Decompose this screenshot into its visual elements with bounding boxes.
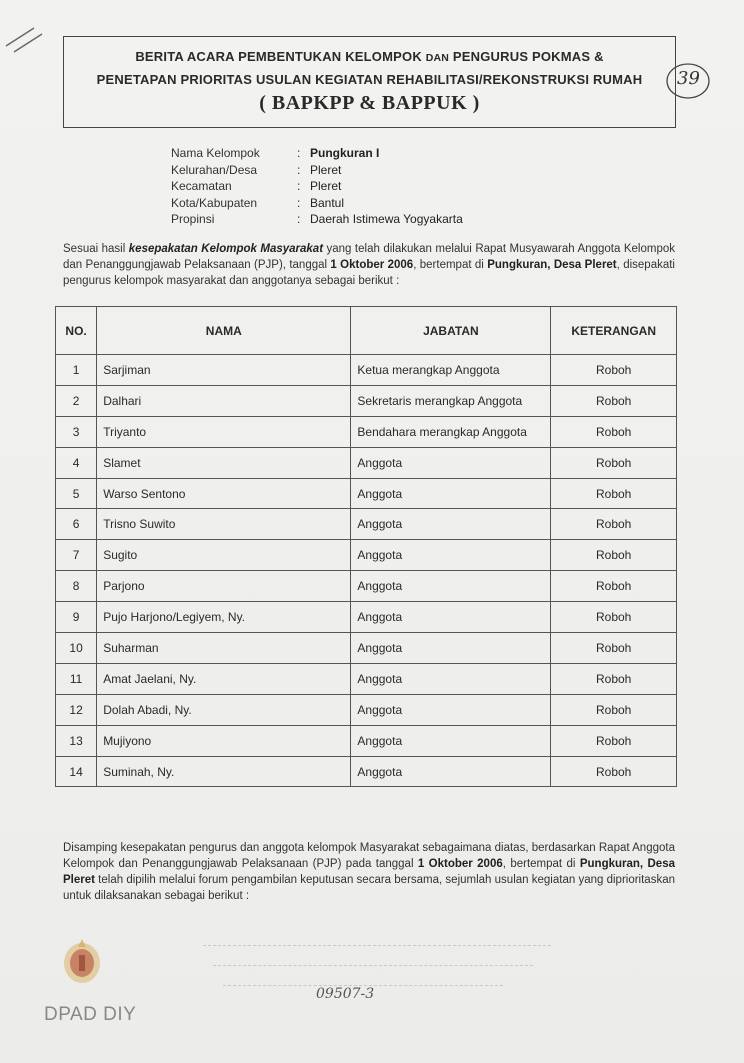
info-colon: : [297, 195, 301, 210]
document-title: ( BAPKPP & BAPPUK ) [259, 92, 480, 114]
cell-jabatan: Anggota [351, 756, 551, 787]
cell-keterangan: Roboh [551, 478, 677, 509]
cell-no: 4 [56, 447, 97, 478]
cell-keterangan: Roboh [551, 725, 677, 756]
cell-keterangan: Roboh [551, 447, 677, 478]
cell-keterangan: Roboh [551, 540, 677, 571]
cell-no: 1 [56, 355, 97, 386]
table-row [56, 416, 677, 447]
cell-no: 13 [56, 725, 97, 756]
cell-jabatan: Anggota [351, 447, 551, 478]
col-header-keterangan: KETERANGAN [551, 307, 677, 355]
cell-keterangan: Roboh [551, 694, 677, 725]
info-label: Kecamatan [171, 179, 232, 193]
cell-no: 14 [56, 756, 97, 787]
col-header-jabatan: JABATAN [351, 307, 551, 355]
cell-no: 2 [56, 385, 97, 416]
cell-jabatan: Ketua merangkap Anggota [351, 355, 551, 386]
document-header [63, 36, 676, 128]
info-label: Propinsi [171, 212, 215, 226]
cell-keterangan: Roboh [551, 602, 677, 633]
info-row [171, 195, 463, 212]
intro-paragraph: Sesuai hasil kesepakatan Kelompok Masyarakat yang telah dilakukan melalui Rapat Musyawarah Anggota Kelompok dan Penanggungjawab Pelaksanaan (PJP), tanggal 1 Oktober 2006, bertempat di Pungkuran, Desa Pleret, disepakati pengurus kelompok masyarakat dan anggotanya sebagai berikut : [63, 243, 675, 287]
info-row [171, 162, 463, 179]
cell-nama: Dalhari [97, 385, 351, 416]
info-value: Daerah Istimewa Yogyakarta [310, 212, 463, 226]
cell-nama: Slamet [97, 447, 351, 478]
cell-jabatan: Bendahara merangkap Anggota [351, 416, 551, 447]
cell-nama: Sarjiman [97, 355, 351, 386]
info-label: Kota/Kabupaten [171, 195, 258, 210]
cell-keterangan: Roboh [551, 416, 677, 447]
table-row [56, 694, 677, 725]
cell-jabatan: Anggota [351, 694, 551, 725]
dpad-logo-icon [60, 935, 104, 987]
cell-nama: Parjono [97, 571, 351, 602]
info-label: Nama Kelompok [171, 146, 260, 160]
cell-jabatan: Anggota [351, 540, 551, 571]
info-label: Kelurahan/Desa [171, 162, 258, 177]
header-line-2: PENETAPAN PRIORITAS USULAN KEGIATAN REHABILITASI/REKONSTRUKSI RUMAH [96, 72, 643, 87]
cell-jabatan: Anggota [351, 725, 551, 756]
page-number: 39 [677, 68, 700, 89]
cell-keterangan: Roboh [551, 355, 677, 386]
header-line-1: BERITA ACARA PEMBENTUKAN KELOMPOK DAN PENGURUS POKMAS & [135, 49, 604, 64]
handwritten-code: 09507-3 [316, 986, 375, 1002]
info-value: Bantul [310, 195, 345, 210]
table-row [56, 385, 677, 416]
cell-no: 12 [56, 694, 97, 725]
cell-jabatan: Anggota [351, 571, 551, 602]
table-row [56, 756, 677, 787]
cell-jabatan: Anggota [351, 633, 551, 664]
cell-jabatan: Anggota [351, 509, 551, 540]
table-row [56, 447, 677, 478]
cell-jabatan: Anggota [351, 478, 551, 509]
cell-jabatan: Anggota [351, 663, 551, 694]
table-row [56, 571, 677, 602]
info-value: Pungkuran I [310, 146, 380, 160]
cell-nama: Mujiyono [97, 725, 351, 756]
table-header-row [56, 307, 677, 355]
cell-jabatan: Sekretaris merangkap Anggota [351, 385, 551, 416]
cell-keterangan: Roboh [551, 663, 677, 694]
group-info [171, 145, 463, 228]
cell-keterangan: Roboh [551, 509, 677, 540]
col-header-nama: NAMA [97, 307, 351, 355]
cell-keterangan: Roboh [551, 756, 677, 787]
info-colon: : [297, 162, 301, 177]
info-row [171, 178, 463, 195]
table-row [56, 478, 677, 509]
cell-nama: Sugito [97, 540, 351, 571]
info-value: Pleret [310, 162, 342, 177]
table-row [56, 663, 677, 694]
cell-no: 9 [56, 602, 97, 633]
cell-nama: Dolah Abadi, Ny. [97, 694, 351, 725]
info-colon: : [297, 212, 301, 226]
cell-no: 10 [56, 633, 97, 664]
cell-no: 3 [56, 416, 97, 447]
members-table [55, 306, 677, 787]
cell-nama: Trisno Suwito [97, 509, 351, 540]
page-number-circle [665, 62, 711, 100]
cell-no: 6 [56, 509, 97, 540]
cell-keterangan: Roboh [551, 385, 677, 416]
info-row [171, 145, 463, 162]
table-row [56, 602, 677, 633]
table-row [56, 355, 677, 386]
cell-nama: Warso Sentono [97, 478, 351, 509]
cell-nama: Suharman [97, 633, 351, 664]
table-row [56, 725, 677, 756]
table-row [56, 633, 677, 664]
info-colon: : [297, 146, 301, 160]
table-row [56, 509, 677, 540]
cell-nama: Suminah, Ny. [97, 756, 351, 787]
info-colon: : [297, 179, 301, 193]
info-value: Pleret [310, 179, 342, 193]
cell-no: 5 [56, 478, 97, 509]
cell-no: 8 [56, 571, 97, 602]
info-row [171, 211, 463, 228]
watermark: DPAD DIY [44, 1004, 137, 1025]
col-header-no: NO. [56, 307, 97, 355]
cell-nama: Amat Jaelani, Ny. [97, 663, 351, 694]
cell-keterangan: Roboh [551, 571, 677, 602]
cell-nama: Pujo Harjono/Legiyem, Ny. [97, 602, 351, 633]
closing-paragraph: Disamping kesepakatan pengurus dan anggota kelompok Masyarakat sebagaimana diatas, berdasarkan Rapat Anggota Kelompok dan Penanggungjawab Pelaksanaan (PJP) pada tanggal 1 Oktober 2006, bertempat di Pungkuran, Desa Pleret telah dipilih melalui forum pengambilan keputusan secara bersama, sejumlah usulan kegiatan yang diprioritaskan untuk dilaksanakan sebagai berikut : [63, 842, 675, 902]
table-row [56, 540, 677, 571]
faded-stamp [203, 943, 551, 1007]
cell-keterangan: Roboh [551, 633, 677, 664]
pen-stroke-mark [4, 22, 44, 56]
cell-no: 11 [56, 663, 97, 694]
cell-no: 7 [56, 540, 97, 571]
cell-jabatan: Anggota [351, 602, 551, 633]
cell-nama: Triyanto [97, 416, 351, 447]
